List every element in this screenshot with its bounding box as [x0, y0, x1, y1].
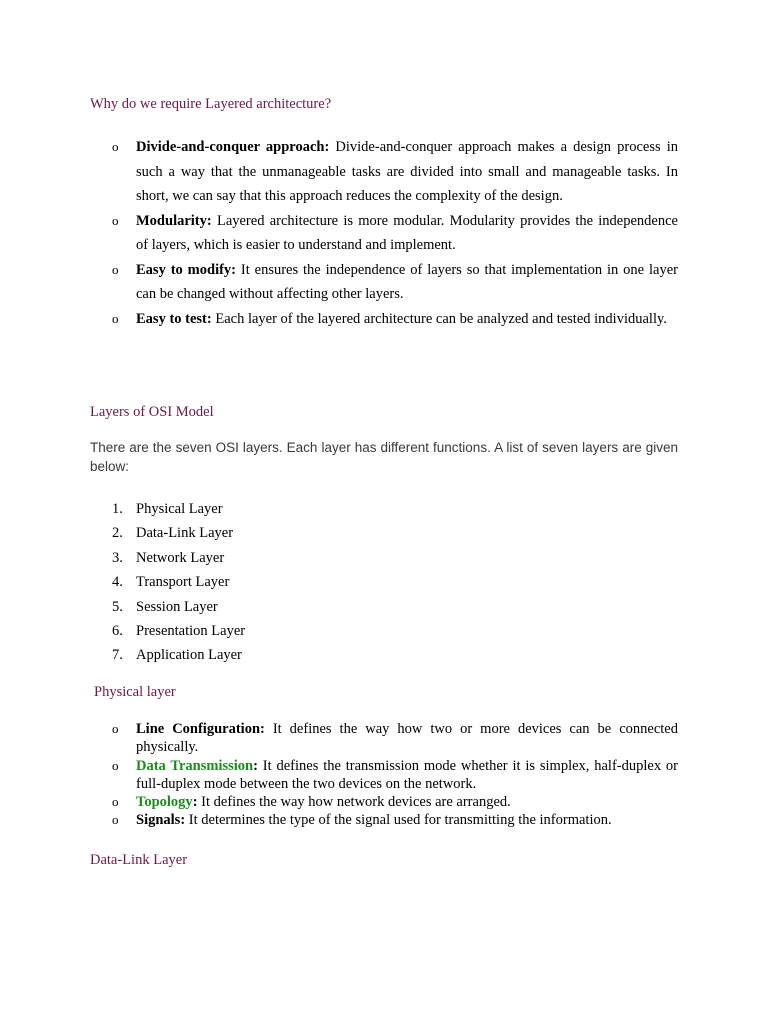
heading-physical-layer: Physical layer [94, 684, 176, 700]
list-item [112, 521, 245, 545]
layer-label: Presentation Layer [136, 622, 246, 639]
bullet-icon: o [112, 721, 119, 736]
list-item [112, 258, 678, 307]
item-number: 4. [112, 574, 123, 591]
term: Topology [136, 794, 193, 811]
layer-label: Data-Link Layer [136, 525, 234, 542]
bullet-icon: o [112, 794, 119, 810]
term: Line Configuration: [136, 721, 265, 737]
description: It determines the type of the signal used for transmitting the information. [185, 812, 612, 829]
layer-label: Transport Layer [136, 574, 230, 591]
layer-label: Application Layer [136, 647, 242, 664]
list-item [112, 570, 245, 594]
description: Layered architecture is more modular. Modularity provides the independence of layers, which is easier to understand and implement. [136, 212, 678, 253]
layer-label: Physical Layer [136, 501, 223, 517]
item-number: 2. [112, 525, 123, 542]
bullet-icon: o [112, 139, 119, 154]
layer-label: Session Layer [136, 598, 218, 615]
list-item [112, 135, 678, 209]
item-number: 6. [112, 622, 123, 639]
term: Divide-and-conquer approach: [136, 139, 330, 155]
heading-why-layered: Why do we require Layered architecture? [90, 96, 332, 112]
item-number: 5. [112, 598, 123, 615]
description: Divide-and-conquer approach makes a design process in such a way that the unmanageable tasks are divided into small and manageable tasks. In short, we can say that this approach reduces the complexity of the design. [136, 139, 679, 204]
item-number: 1. [112, 501, 123, 517]
list-item [112, 595, 245, 619]
physical-list [112, 720, 678, 830]
term-colon: : [253, 757, 258, 774]
bullet-icon: o [112, 812, 119, 828]
bullet-icon: o [112, 212, 119, 228]
term: Data Transmission [136, 757, 254, 774]
description: It defines the way how network devices are arranged. [197, 794, 511, 811]
heading-data-link-layer: Data-Link Layer [90, 852, 188, 868]
list-item [112, 643, 245, 667]
bullet-icon: o [112, 310, 119, 326]
list-item [112, 757, 678, 794]
list-item [112, 811, 678, 829]
intro-paragraph: There are the seven OSI layers. Each layer has different functions. A list of seven layers are given below: [90, 440, 678, 474]
bullet-icon: o [112, 757, 119, 773]
term: Signals: [136, 812, 186, 829]
layers-list [112, 497, 245, 668]
heading-layers-osi: Layers of OSI Model [90, 404, 214, 420]
list-item [112, 546, 245, 570]
why-list [112, 135, 678, 331]
term-colon: : [192, 794, 198, 811]
list-item [112, 793, 678, 811]
term: Easy to test: [136, 310, 212, 327]
description: Each layer of the layered architecture can be analyzed and tested individually. [211, 310, 667, 327]
item-number: 3. [112, 549, 123, 566]
term: Easy to modify: [136, 261, 237, 278]
description: It defines the transmission mode whether it is simplex, half-duplex or full-duplex mode between the two devices on the network. [136, 757, 678, 792]
term: Modularity: [136, 212, 212, 229]
description: It defines the way how two or more devices can be connected physically. [136, 721, 678, 756]
description: It ensures the independence of layers so that implementation in one layer can be changed without affecting other layers. [136, 261, 678, 302]
layer-label: Network Layer [136, 549, 225, 566]
item-number: 7. [112, 647, 123, 664]
list-item [112, 720, 678, 757]
list-item [112, 209, 678, 258]
bullet-icon: o [112, 261, 119, 277]
list-item [112, 619, 245, 643]
list-item [112, 307, 678, 332]
list-item [112, 497, 245, 521]
